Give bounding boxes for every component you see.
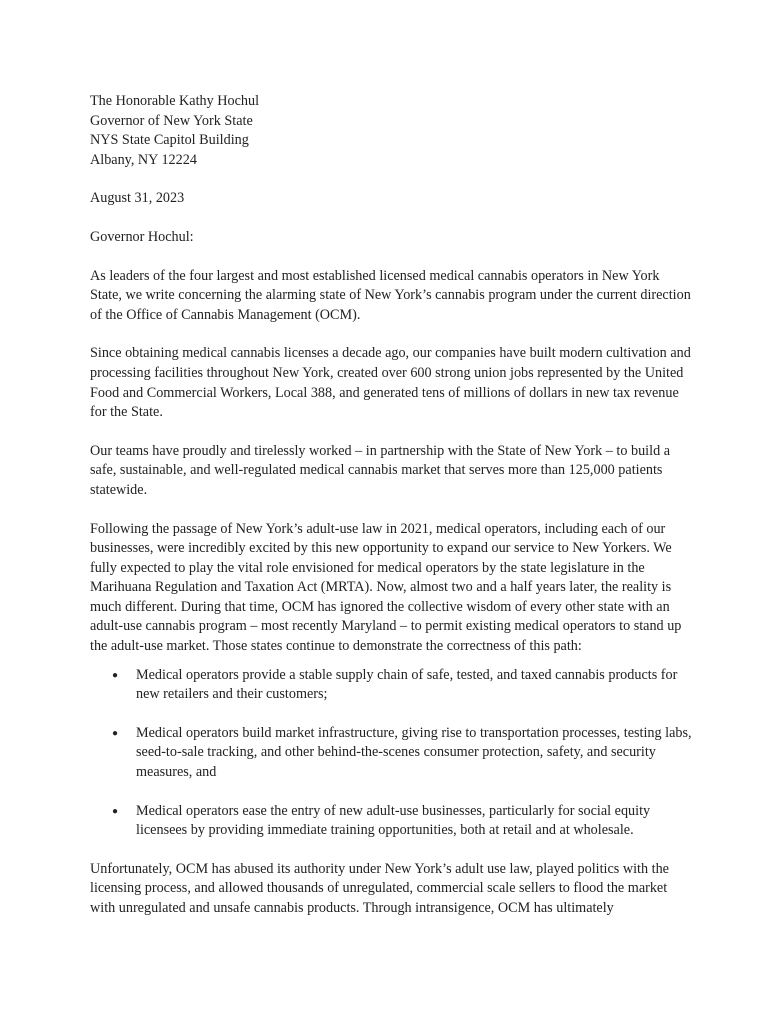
paragraph-history: Since obtaining medical cannabis licenses a decade ago, our companies have built modern cultivation and processing facilities throughout New York, created over 600 strong union jobs represented by the United Food and Commercial Workers, Local 388, and generated tens of millions of dollars in new tax revenue for the State. bbox=[90, 345, 691, 421]
bullet-text: Medical operators provide a stable supply chain of safe, tested, and taxed cannabis products for new retailers and their customers; bbox=[136, 666, 678, 703]
bullet-icon: ● bbox=[112, 669, 119, 681]
list-item bbox=[90, 802, 692, 841]
paragraph-adult-use: Following the passage of New York’s adult-use law in 2021, medical operators, including each of our businesses, were incredibly excited by this new opportunity to expand our service to New Yorkers. We fully expected to play the vital role envisioned for medical operators by the state legislature in the Marihuana Regulation and Taxation Act (MRTA). Now, almost two and a half years later, the reality is much different. During that time, OCM has ignored the collective wisdom of every other state with an adult-use cannabis program – most recently Maryland – to permit existing medical operators to stand up the adult-use market. Those states continue to demonstrate the correctness of this path: bbox=[90, 520, 682, 655]
salutation: Governor Hochul: bbox=[90, 228, 194, 245]
bullet-icon: ● bbox=[112, 727, 119, 739]
list-item bbox=[90, 666, 692, 705]
paragraph-intro: As leaders of the four largest and most established licensed medical cannabis operators in New York State, we write concerning the alarming state of New York’s cannabis program under the current direction of the Office of Cannabis Management (OCM). bbox=[90, 267, 691, 323]
recipient-city: Albany, NY 12224 bbox=[90, 151, 197, 168]
recipient-title: Governor of New York State bbox=[90, 112, 253, 129]
bullet-text: Medical operators ease the entry of new adult-use businesses, particularly for social equity licensees by providing immediate training opportunities, both at retail and at wholesale. bbox=[136, 802, 651, 839]
bullet-icon: ● bbox=[112, 805, 119, 817]
recipient-building: NYS State Capitol Building bbox=[90, 132, 249, 149]
bullet-list bbox=[90, 666, 692, 841]
paragraph-partnership: Our teams have proudly and tirelessly worked – in partnership with the State of New York – to build a safe, sustainable, and well-regulated medical cannabis market that serves more than 125,000 patients statewide. bbox=[90, 442, 671, 498]
recipient-name: The Honorable Kathy Hochul bbox=[90, 93, 260, 109]
recipient-address bbox=[90, 92, 692, 170]
list-item bbox=[90, 724, 692, 783]
paragraph-unfortunately: Unfortunately, OCM has abused its authority under New York’s adult use law, played politics with the licensing process, and allowed thousands of unregulated, commercial scale sellers to flood the market with unregulated and unsafe cannabis products. Through intransigence, OCM has ultimately bbox=[90, 860, 669, 916]
bullet-text: Medical operators build market infrastructure, giving rise to transportation processes, testing labs, seed-to-sale tracking, and other behind-the-scenes consumer protection, safety, and security measures, and bbox=[136, 724, 692, 781]
letter-date: August 31, 2023 bbox=[90, 190, 185, 207]
letter-body bbox=[90, 92, 692, 919]
